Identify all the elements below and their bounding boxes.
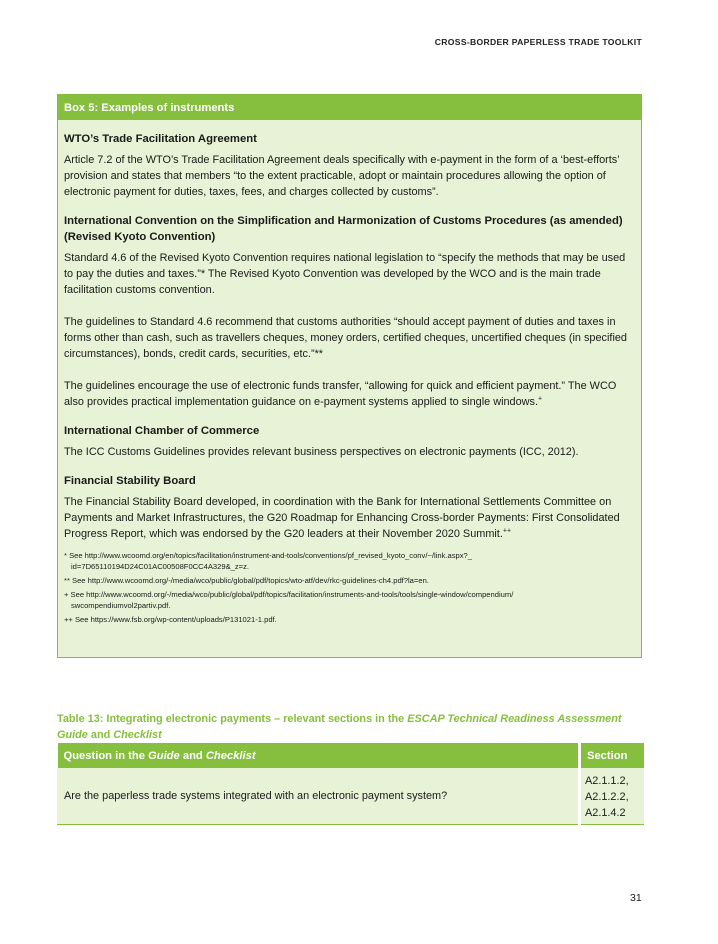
box-title: Box 5: Examples of instruments [58, 95, 641, 120]
footnote-1-line1: * See http://www.wcoomd.org/en/topics/facilitation/instrument-and-tools/conventions/pf_revised_kyoto_conv/~/link.aspx?_ [64, 551, 472, 560]
paragraph-kyoto-2: The guidelines to Standard 4.6 recommend that customs authorities “should accept payment of duties and taxes in forms other than cash, such as travellers cheques, money orders, certified cheques, uncertified cheques (in specified circumstances), bonds, credit cards, securities, etc.”** [64, 316, 627, 360]
footnote-marker-plus: + [538, 395, 543, 403]
footnote-4 [64, 614, 635, 625]
section-ref: A2.1.1.2, [585, 775, 629, 787]
header-question-and: and [179, 749, 206, 762]
header-question-prefix: Question in the [63, 749, 149, 762]
header-question-checklist: Checklist [205, 749, 256, 762]
column-header-question [58, 743, 580, 768]
table-13-caption [57, 711, 642, 743]
footnote-3-line1: + See http://www.wcoomd.org/-/media/wco/public/global/pdf/topics/facilitation/instruments-and-tools/tools/single-window/compendium/ [64, 590, 514, 599]
section-heading-fsb: Financial Stability Board [64, 475, 196, 487]
section-heading-kyoto: International Convention on the Simplification and Harmonization of Customs Procedures (as amended) (Revised Kyoto Convention) [64, 215, 623, 243]
footnote-1 [64, 550, 635, 572]
footnotes [64, 550, 635, 625]
section-heading-icc: International Chamber of Commerce [64, 425, 260, 437]
paragraph-kyoto-1: Standard 4.6 of the Revised Kyoto Convention requires national legislation to “specify the methods that may be used to pay the duties and taxes.”* The Revised Kyoto Convention was developed by the WCO and is the main trade facilitation customs convention. [64, 252, 626, 296]
section-cell [580, 768, 644, 825]
paragraph-kyoto-3-text: The guidelines encourage the use of electronic funds transfer, “allowing for quick and efficient payment.” The WCO also provides practical implementation guidance on e-payment systems applied to single windows. [64, 380, 617, 408]
section-heading-wto: WTO’s Trade Facilitation Agreement [64, 133, 257, 145]
footnote-2-line1: ** See http://www.wcoomd.org/-/media/wco/public/global/pdf/topics/wto-atf/dev/rkc-guidelines-ch4.pdf?la=en. [64, 576, 429, 585]
section-ref: A2.1.2.2, [585, 791, 629, 803]
table-13 [57, 743, 644, 825]
footnote-3-line2: swcompendiumvol2partiv.pdf. [71, 601, 171, 610]
footnote-marker-plusplus: ++ [502, 527, 512, 535]
table-row [58, 768, 644, 825]
paragraph-fsb-text: The Financial Stability Board developed, in coordination with the Bank for International Settlements Committee on Payments and Market Infrastructures, the G20 Roadmap for Enhancing Cross-border Payments: First Consolidated Progress Report, which was endorsed by the G20 leaders at their November 2020 Summit. [64, 496, 620, 540]
footnote-2 [64, 575, 635, 586]
box-5-examples [57, 94, 642, 658]
footnote-3 [64, 589, 635, 611]
question-cell: Are the paperless trade systems integrated with an electronic payment system? [58, 768, 580, 825]
caption-guide-title: ESCAP Technical Readiness Assessment Guide [57, 713, 622, 741]
footnote-1-line2: id=7D65110194D24C01AC00508F0CC4A329&_z=z. [71, 562, 250, 571]
header-question-guide: Guide [148, 749, 180, 762]
paragraph-kyoto-3 [64, 378, 635, 410]
paragraph-icc: The ICC Customs Guidelines provides relevant business perspectives on electronic payments (ICC, 2012). [64, 446, 579, 458]
footnote-4-line1: ++ See https://www.fsb.org/wp-content/uploads/P131021-1.pdf. [64, 615, 277, 624]
caption-prefix: Table 13: Integrating electronic payments – relevant sections in the [57, 713, 408, 725]
running-header: CROSS-BORDER PAPERLESS TRADE TOOLKIT [434, 37, 642, 47]
column-header-section: Section [580, 743, 644, 768]
caption-checklist: Checklist [113, 729, 162, 741]
table-header-row [58, 743, 644, 768]
caption-and: and [87, 729, 114, 741]
page-number: 31 [630, 892, 642, 904]
section-ref: A2.1.4.2 [585, 807, 626, 819]
paragraph-wto: Article 7.2 of the WTO’s Trade Facilitation Agreement deals specifically with e-payment in the form of a ‘best-efforts’ provision and states that members “to the extent practicable, adopt or maintain procedures allowing the option of electronic payment for duties, taxes, fees, and charges collected by customs”. [64, 154, 620, 198]
paragraph-fsb [64, 494, 635, 542]
